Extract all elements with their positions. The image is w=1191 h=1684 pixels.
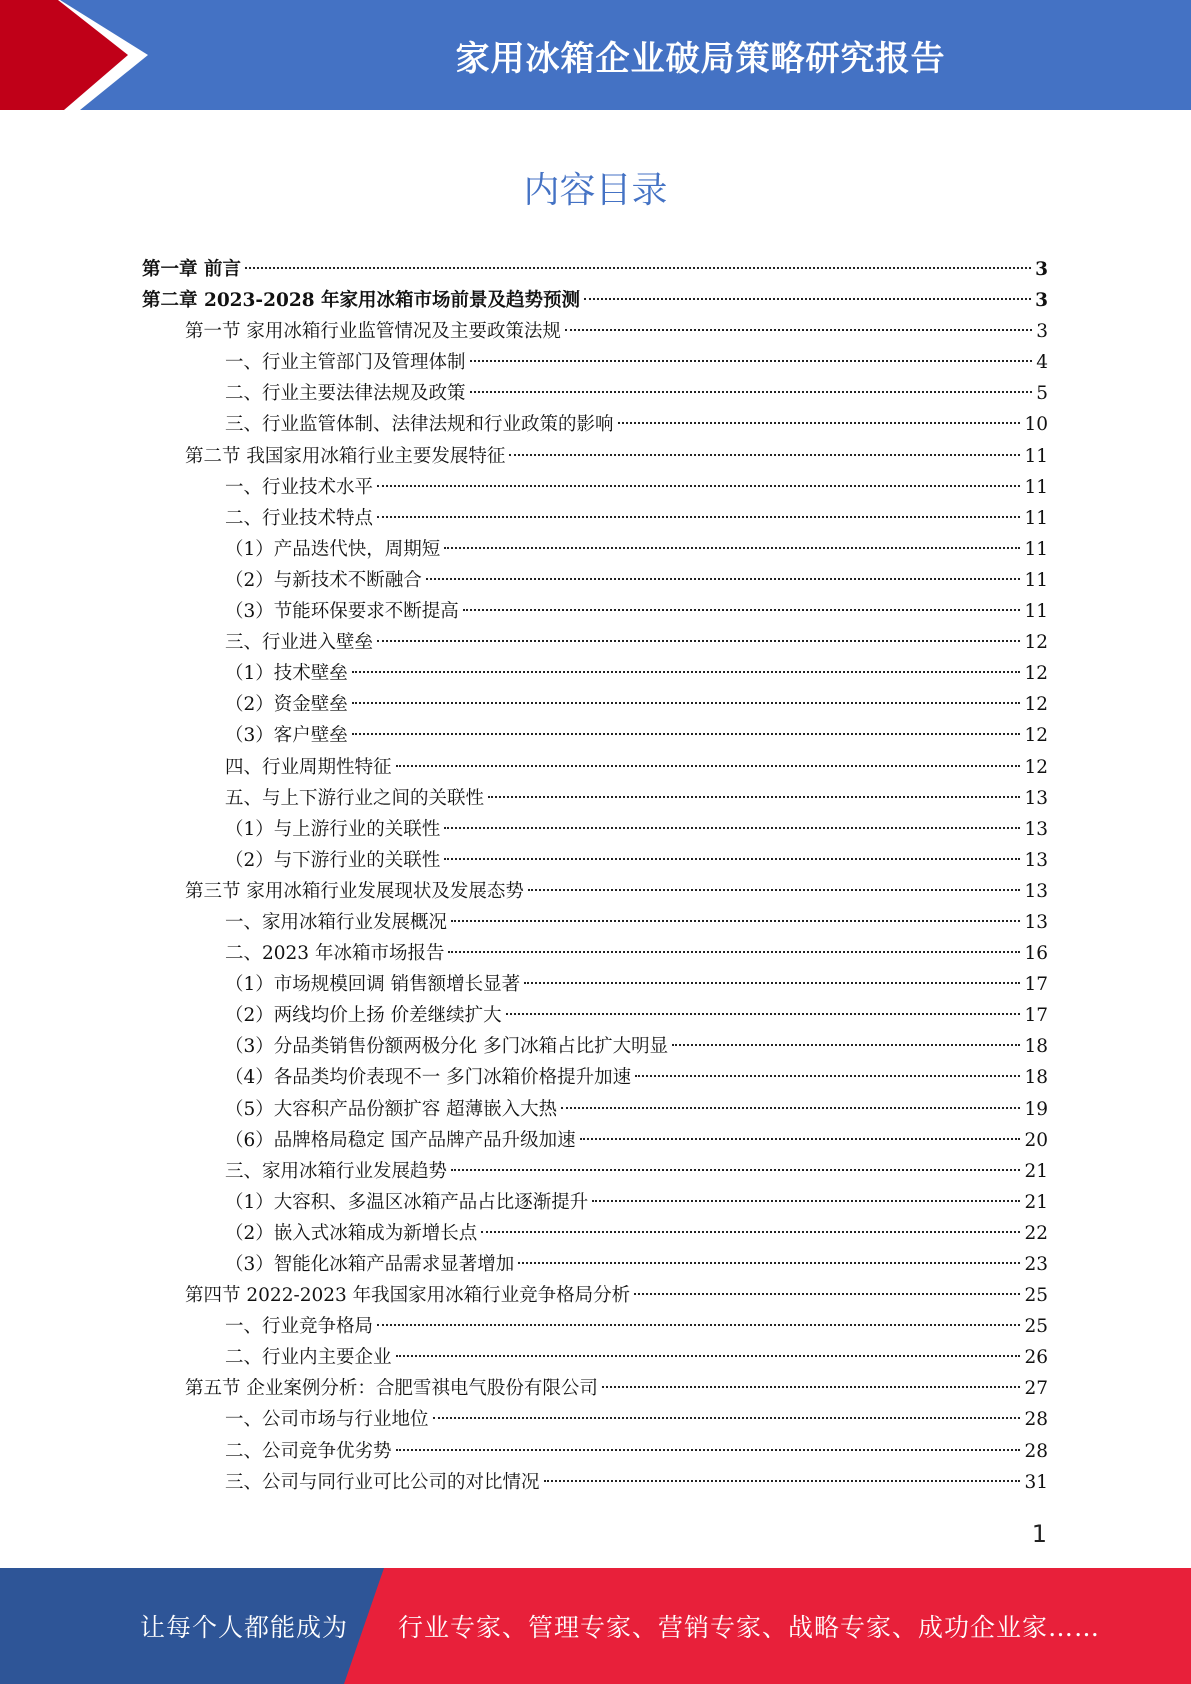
toc-leader-dots <box>524 982 1020 984</box>
toc-entry[interactable] <box>142 534 1048 565</box>
toc-entry-page: 3 <box>1035 259 1048 280</box>
toc-leader-dots <box>451 920 1020 922</box>
toc-entry[interactable] <box>142 720 1048 751</box>
toc-entry-text: 第四节 2022-2023 年我国家用冰箱行业竞争格局分析 <box>185 1285 631 1307</box>
toc-entry-page: 12 <box>1024 694 1048 716</box>
toc-entry-text: （1）产品迭代快，周期短 <box>225 538 441 560</box>
page-number: 1 <box>1031 1520 1047 1548</box>
toc-entry-text: 二、行业主要法律法规及政策 <box>225 383 466 405</box>
toc-entry-page: 18 <box>1024 1067 1048 1089</box>
toc-leader-dots <box>444 827 1020 829</box>
toc-entry[interactable] <box>142 1218 1048 1249</box>
toc-entry-page: 22 <box>1024 1222 1048 1244</box>
toc-entry-page: 28 <box>1024 1409 1048 1431</box>
toc-leader-dots <box>584 298 1031 300</box>
toc-entry-text: 四、行业周期性特征 <box>225 756 392 778</box>
toc-entry-text: （4）各品类均价表现不一 多门冰箱价格提升加速 <box>225 1067 632 1089</box>
toc-entry[interactable] <box>142 1436 1048 1467</box>
toc-entry-text: （3）客户壁垒 <box>225 725 348 747</box>
toc-leader-dots <box>448 951 1020 953</box>
toc-entry-page: 12 <box>1024 756 1048 778</box>
toc-entry-page: 13 <box>1024 818 1048 840</box>
toc-entry-text: （1）技术壁垒 <box>225 663 348 685</box>
toc-entry[interactable] <box>142 378 1048 409</box>
toc-entry[interactable] <box>142 1249 1048 1280</box>
toc-entry-text: （3）分品类销售份额两极分化 多门冰箱占比扩大明显 <box>225 1036 669 1058</box>
toc-leader-dots <box>602 1386 1021 1388</box>
toc-entry-page: 11 <box>1024 601 1048 623</box>
toc-entry-text: 一、家用冰箱行业发展概况 <box>225 911 448 933</box>
toc-entry-page: 12 <box>1024 632 1048 654</box>
toc-entry-page: 17 <box>1024 1005 1048 1027</box>
toc-leader-dots <box>377 1324 1020 1326</box>
toc-entry[interactable] <box>142 627 1048 658</box>
toc-entry-page: 11 <box>1024 476 1048 498</box>
toc-entry-text: 三、家用冰箱行业发展趋势 <box>225 1160 448 1182</box>
toc-entry-text: 三、公司与同行业可比公司的对比情况 <box>225 1471 540 1493</box>
toc-entry-page: 4 <box>1036 352 1048 374</box>
toc-entry-text: （1）与上游行业的关联性 <box>225 818 441 840</box>
toc-entry-text: 第二节 我国家用冰箱行业主要发展特征 <box>185 445 506 467</box>
toc-entry[interactable] <box>142 1125 1048 1156</box>
toc-leader-dots <box>377 485 1020 487</box>
toc-entry[interactable] <box>142 1187 1048 1218</box>
toc-leader-dots <box>451 1169 1020 1171</box>
toc-leader-dots <box>377 640 1020 642</box>
toc-entry-page: 27 <box>1024 1378 1048 1400</box>
toc-entry-page: 28 <box>1024 1440 1048 1462</box>
toc-leader-dots <box>426 578 1021 580</box>
toc-entry-page: 21 <box>1024 1191 1048 1213</box>
toc-entry[interactable] <box>142 752 1048 783</box>
toc-entry-text: （2）资金壁垒 <box>225 694 348 716</box>
toc-entry[interactable] <box>142 347 1048 378</box>
table-of-contents <box>142 254 1048 1498</box>
toc-entry[interactable] <box>142 441 1048 472</box>
toc-entry[interactable] <box>142 783 1048 814</box>
toc-entry-text: （2）与下游行业的关联性 <box>225 849 441 871</box>
toc-leader-dots <box>544 1480 1021 1482</box>
toc-entry-text: 一、行业主管部门及管理体制 <box>225 352 466 374</box>
toc-entry-text: 二、行业技术特点 <box>225 507 374 529</box>
toc-entry-page: 16 <box>1024 943 1048 965</box>
toc-entry-page: 11 <box>1024 538 1048 560</box>
toc-entry[interactable] <box>142 472 1048 503</box>
toc-leader-dots <box>672 1044 1020 1046</box>
toc-entry-text: （1）市场规模回调 销售额增长显著 <box>225 974 521 996</box>
toc-entry-page: 25 <box>1024 1285 1048 1307</box>
toc-entry-text: （5）大容积产品份额扩容 超薄嵌入大热 <box>225 1098 558 1120</box>
toc-entry-text: （6）品牌格局稳定 国产品牌产品升级加速 <box>225 1129 576 1151</box>
toc-entry-text: 三、行业进入壁垒 <box>225 632 374 654</box>
toc-leader-dots <box>352 733 1021 735</box>
toc-leader-dots <box>518 1262 1020 1264</box>
toc-entry-text: （1）大容积、多温区冰箱产品占比逐渐提升 <box>225 1191 589 1213</box>
toc-leader-dots <box>352 702 1021 704</box>
toc-entry[interactable] <box>142 1311 1048 1342</box>
toc-entry-page: 5 <box>1036 383 1048 405</box>
toc-entry-page: 12 <box>1024 663 1048 685</box>
toc-entry-page: 11 <box>1024 507 1048 529</box>
toc-entry-page: 11 <box>1024 445 1048 467</box>
toc-entry[interactable] <box>142 689 1048 720</box>
footer-banner <box>0 1568 1191 1684</box>
header-banner <box>0 0 1191 110</box>
toc-entry-page: 19 <box>1024 1098 1048 1120</box>
toc-leader-dots <box>470 360 1033 362</box>
toc-leader-dots <box>396 765 1021 767</box>
toc-entry-text: 第二章 2023-2028 年家用冰箱市场前景及趋势预测 <box>142 290 581 312</box>
toc-entry-text: （3）节能环保要求不断提高 <box>225 601 459 623</box>
toc-entry-page: 23 <box>1024 1254 1048 1275</box>
toc-entry[interactable] <box>142 503 1048 534</box>
toc-entry-page: 13 <box>1024 787 1048 809</box>
toc-entry[interactable] <box>142 1062 1048 1093</box>
footer-slogan-right: 行业专家、管理专家、营销专家、战略专家、成功企业家…… <box>398 1613 1101 1642</box>
toc-entry-page: 13 <box>1024 849 1048 871</box>
toc-leader-dots <box>506 1013 1021 1015</box>
toc-entry[interactable] <box>142 254 1048 285</box>
toc-entry-text: 三、行业监管体制、法律法规和行业政策的影响 <box>225 414 614 436</box>
toc-entry-text: 一、行业竞争格局 <box>225 1316 374 1338</box>
toc-entry-text: 五、与上下游行业之间的关联性 <box>225 787 485 809</box>
toc-entry-text: 第三节 家用冰箱行业发展现状及发展态势 <box>185 880 524 902</box>
toc-leader-dots <box>481 1231 1020 1233</box>
toc-entry-text: 二、2023 年冰箱市场报告 <box>225 943 445 965</box>
toc-entry[interactable] <box>142 845 1048 876</box>
toc-entry[interactable] <box>142 1342 1048 1373</box>
toc-entry[interactable] <box>142 1280 1048 1311</box>
toc-leader-dots <box>635 1075 1020 1077</box>
toc-entry-page: 31 <box>1024 1471 1048 1493</box>
toc-entry-page: 25 <box>1024 1316 1048 1338</box>
report-title: 家用冰箱企业破局策略研究报告 <box>455 38 946 79</box>
toc-leader-dots <box>433 1417 1021 1419</box>
toc-entry[interactable] <box>142 285 1048 316</box>
toc-leader-dots <box>470 391 1033 393</box>
toc-entry-page: 20 <box>1024 1129 1048 1151</box>
toc-leader-dots <box>618 422 1021 424</box>
toc-entry[interactable] <box>142 1031 1048 1062</box>
toc-entry[interactable] <box>142 938 1048 969</box>
footer-slogan-left: 让每个人都能成为 <box>140 1613 349 1642</box>
toc-entry-text: 一、公司市场与行业地位 <box>225 1409 429 1431</box>
toc-leader-dots <box>352 671 1021 673</box>
toc-leader-dots <box>565 329 1032 331</box>
toc-entry[interactable] <box>142 658 1048 689</box>
toc-leader-dots <box>396 1355 1021 1357</box>
toc-entry[interactable] <box>142 969 1048 1000</box>
toc-leader-dots <box>444 547 1020 549</box>
toc-entry[interactable] <box>142 1000 1048 1031</box>
toc-entry-text: 第一章 前言 <box>142 259 241 280</box>
toc-entry[interactable] <box>142 1373 1048 1404</box>
toc-entry[interactable] <box>142 1404 1048 1435</box>
toc-leader-dots <box>561 1107 1020 1109</box>
toc-entry-page: 17 <box>1024 974 1048 996</box>
toc-entry-page: 10 <box>1024 414 1048 436</box>
toc-entry-page: 21 <box>1024 1160 1048 1182</box>
toc-entry[interactable] <box>142 596 1048 627</box>
toc-leader-dots <box>444 858 1020 860</box>
toc-entry-page: 18 <box>1024 1036 1048 1058</box>
toc-entry-text: （3）智能化冰箱产品需求显著增加 <box>225 1254 515 1275</box>
toc-entry[interactable] <box>142 876 1048 907</box>
toc-entry-text: 二、行业内主要企业 <box>225 1347 392 1369</box>
toc-entry[interactable] <box>142 316 1048 347</box>
toc-leader-dots <box>592 1200 1020 1202</box>
toc-entry[interactable] <box>142 565 1048 596</box>
toc-entry-text: （2）嵌入式冰箱成为新增长点 <box>225 1222 478 1244</box>
toc-entry[interactable] <box>142 814 1048 845</box>
toc-entry-page: 3 <box>1035 290 1048 312</box>
toc-entry-page: 3 <box>1036 321 1048 343</box>
toc-leader-dots <box>488 796 1020 798</box>
toc-leader-dots <box>377 516 1020 518</box>
toc-entry-text: （2）与新技术不断融合 <box>225 569 422 591</box>
toc-entry-text: 第一节 家用冰箱行业监管情况及主要政策法规 <box>185 321 561 343</box>
toc-leader-dots <box>580 1138 1021 1140</box>
toc-leader-dots <box>396 1449 1021 1451</box>
toc-entry-page: 11 <box>1024 569 1048 591</box>
toc-leader-dots <box>463 609 1021 611</box>
toc-entry[interactable] <box>142 409 1048 440</box>
toc-heading: 内容目录 <box>523 170 668 211</box>
toc-entry-text: 一、行业技术水平 <box>225 476 374 498</box>
toc-entry[interactable] <box>142 907 1048 938</box>
toc-entry[interactable] <box>142 1467 1048 1498</box>
toc-leader-dots <box>634 1293 1020 1295</box>
toc-entry-page: 13 <box>1024 880 1048 902</box>
toc-entry-page: 13 <box>1024 911 1048 933</box>
toc-entry-text: 二、公司竞争优劣势 <box>225 1440 392 1462</box>
toc-leader-dots <box>528 889 1021 891</box>
toc-entry-page: 26 <box>1024 1347 1048 1369</box>
toc-entry-page: 12 <box>1024 725 1048 747</box>
toc-entry-text: 第五节 企业案例分析：合肥雪祺电气股份有限公司 <box>185 1378 598 1400</box>
toc-entry[interactable] <box>142 1094 1048 1125</box>
toc-leader-dots <box>509 454 1020 456</box>
toc-entry-text: （2）两线均价上扬 价差继续扩大 <box>225 1005 502 1027</box>
toc-entry[interactable] <box>142 1156 1048 1187</box>
toc-leader-dots <box>245 267 1031 269</box>
